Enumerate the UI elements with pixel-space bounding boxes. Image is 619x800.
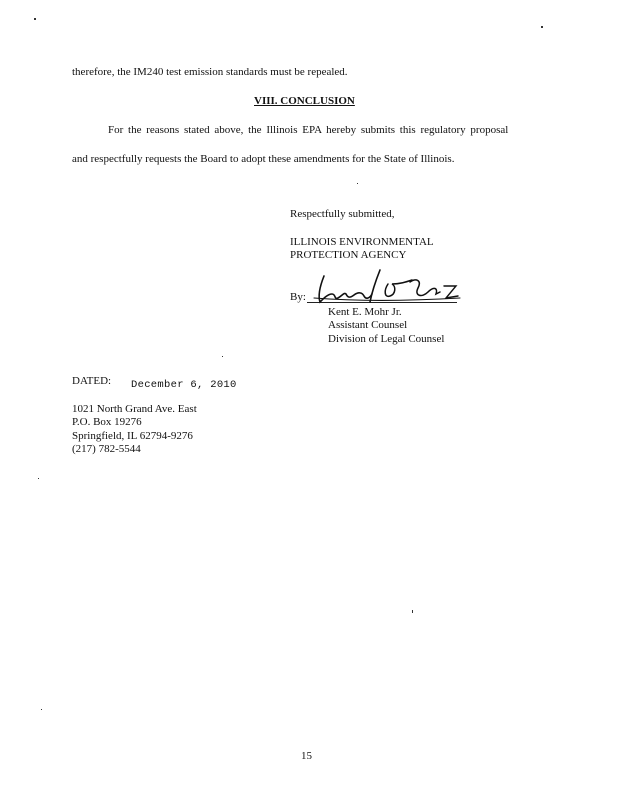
intro-line: therefore, the IM240 test emission standards must be repealed. (72, 66, 348, 78)
organization-line-1: ILLINOIS ENVIRONMENTAL (290, 236, 434, 248)
paragraph-line-1: For the reasons stated above, the Illinois EPA hereby submits this regulatory proposal (108, 124, 509, 136)
scan-speck (412, 610, 413, 613)
closing-text: Respectfully submitted, (290, 208, 395, 220)
paragraph-line-2: and respectfully requests the Board to adopt these amendments for the State of Illinois. (72, 153, 455, 165)
signer-division: Division of Legal Counsel (328, 333, 445, 345)
signer-name: Kent E. Mohr Jr. (328, 306, 402, 318)
address-line-3: Springfield, IL 62794-9276 (72, 430, 193, 442)
section-heading: VIII. CONCLUSION (254, 95, 355, 107)
organization-line-2: PROTECTION AGENCY (290, 249, 407, 261)
scan-speck (34, 18, 36, 20)
by-label: By: (290, 291, 306, 303)
scan-speck (222, 356, 223, 357)
dated-label: DATED: (72, 375, 112, 387)
address-line-1: 1021 North Grand Ave. East (72, 403, 197, 415)
scan-speck (38, 478, 39, 479)
page-number: 15 (301, 750, 312, 762)
scan-speck (541, 26, 543, 28)
scan-speck (41, 709, 42, 710)
address-line-4: (217) 782-5544 (72, 443, 141, 455)
signer-title: Assistant Counsel (328, 319, 408, 331)
handwritten-signature (310, 268, 470, 310)
dated-value: December 6, 2010 (131, 379, 237, 391)
scan-speck (357, 183, 358, 184)
address-line-2: P.O. Box 19276 (72, 416, 142, 428)
